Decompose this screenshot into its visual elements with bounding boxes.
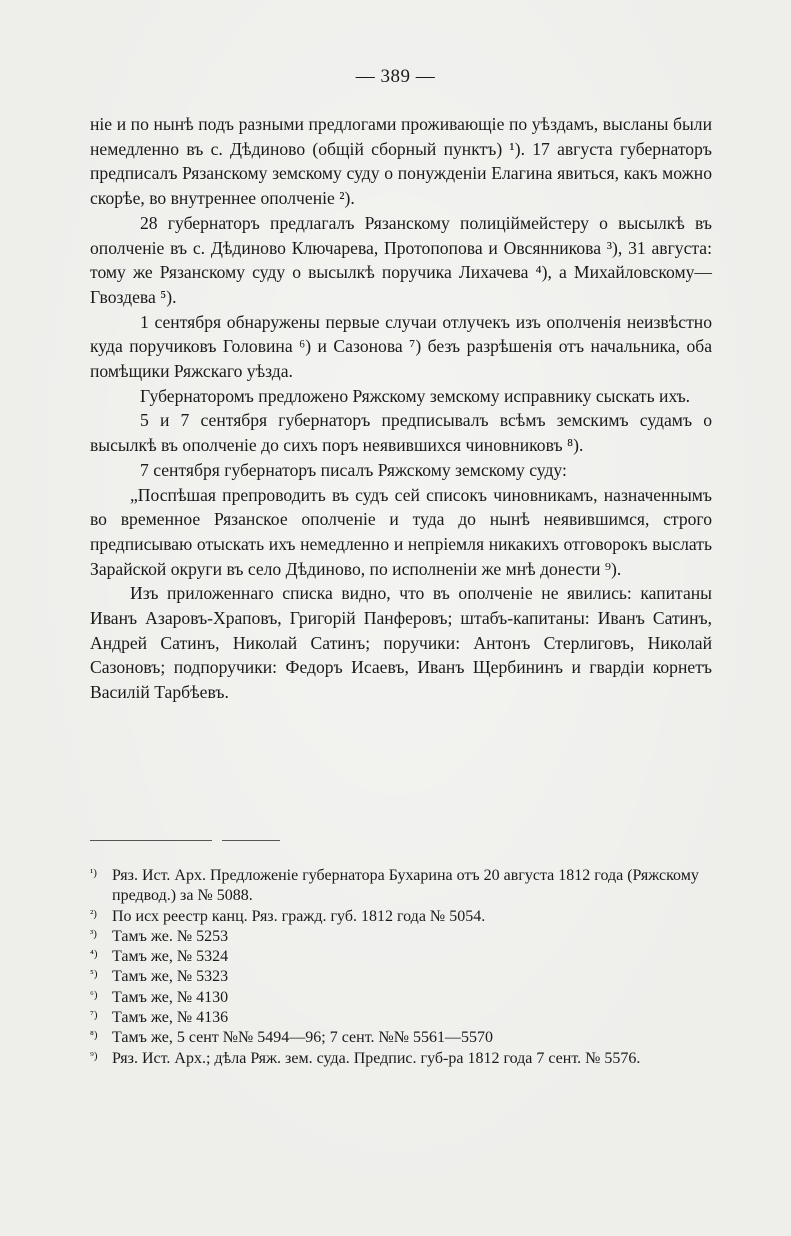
footnote-9	[90, 1049, 712, 1069]
paragraph-8: Изъ приложеннаго списка видно, что въ ополченіе не явились: капитаны Иванъ Азаровъ-Храповъ, Григорій Панферовъ; штабъ-капитаны: Иванъ Сатинъ, Андрей Сатинъ, Николай Сатинъ; поручики: Антонъ Стерлиговъ, Николай Сазоновъ; подпоручики: Федоръ Исаевъ, Иванъ Щербининъ и гвардіи корнетъ Василій Тарбѣевъ.	[90, 583, 712, 703]
footnote-mark: ⁴)	[90, 948, 98, 961]
paragraph-6: 7 сентября губернаторъ писалъ Ряжскому земскому суду:	[140, 459, 567, 480]
footnote-mark: ⁹)	[90, 1049, 98, 1062]
footnote-separator	[90, 840, 280, 841]
footnote-text: Ряз. Ист. Арх. Предложеніе губернатора Бухарина отъ 20 августа 1812 года (Ряжскому предвод.) за № 5088.	[112, 867, 699, 905]
footnote-mark: ⁸)	[90, 1029, 98, 1042]
footnote-mark: ⁷)	[90, 1009, 98, 1022]
footnote-text: Тамъ же, № 5323	[112, 968, 229, 986]
footnote-mark: ¹)	[90, 867, 97, 879]
footnote-7	[90, 1008, 712, 1028]
paragraph-2: 28 губернаторъ предлагалъ Рязанскому полиціймейстеру о высылкѣ въ ополченіе въ с. Дѣдиново Ключарева, Протопопова и Овсянникова ³), 31 августа: тому же Рязанскому суду о высылкѣ поручика Лихачева ⁴), а Михайловскому—Гвоздева ⁵).	[90, 212, 712, 307]
footnote-text: По исх реестр канц. Ряз. гражд. губ. 1812 года № 5054.	[112, 907, 486, 925]
paragraph-3: 1 сентября обнаружены первые случаи отлучекъ изъ ополченія неизвѣстно куда поручиковъ Головина ⁶) и Сазонова ⁷) безъ разрѣшенія отъ начальника, оба помѣщики Ряжскаго уѣзда.	[90, 311, 712, 382]
paragraph-1: ніе и по нынѣ подъ разными предлогами проживающіе по уѣздамъ, высланы были немедленно въ с. Дѣдиново (общій сборный пунктъ) ¹). 17 августа губернаторъ предписалъ Рязанскому земскому суду о понужденіи Елагина явиться, какъ можно скорѣе, во внутреннее ополченіе ²).	[90, 114, 712, 209]
footnote-text: Ряз. Ист. Арх.; дѣла Ряж. зем. суда. Предпис. губ-ра 1812 года 7 сент. № 5576.	[112, 1049, 641, 1067]
footnote-mark: ²)	[90, 907, 97, 920]
footnote-mark: ³)	[90, 927, 97, 940]
footnote-6	[90, 988, 712, 1008]
footnote-1	[90, 866, 712, 907]
main-text	[90, 112, 712, 705]
footnote-8	[90, 1028, 712, 1048]
footnote-text: Тамъ же, № 4136	[112, 1009, 229, 1027]
paragraph-5: 5 и 7 сентября губернаторъ предписывалъ всѣмъ земскимъ судамъ о высылкѣ въ ополченіе до сихъ поръ неявившихся чиновниковъ ⁸).	[90, 410, 712, 456]
footnote-mark: ⁶)	[90, 988, 98, 1001]
footnote-text: Тамъ же, № 5324	[112, 948, 229, 966]
footnote-text: Тамъ же, 5 сент №№ 5494—96; 7 сент. №№ 5561—5570	[112, 1029, 494, 1047]
footnote-text: Тамъ же. № 5253	[112, 927, 229, 945]
page-number: — 389 —	[355, 66, 436, 87]
footnotes	[90, 866, 712, 1069]
footnote-3	[90, 927, 712, 947]
footnote-mark: ⁵)	[90, 968, 98, 981]
footnote-5	[90, 967, 712, 987]
footnote-2	[90, 907, 712, 927]
footnote-4	[90, 947, 712, 967]
quotation-paragraph: „Поспѣшая препроводить въ судъ сей списокъ чиновникамъ, назначеннымъ во временное Рязанское ополченіе и туда до нынѣ неявившимся, строго предписываю отыскать ихъ немедленно и непріемля никакихъ отговорокъ выслать Зарайской округи въ село Дѣдиново, по исполненіи же мнѣ донести ⁹).	[90, 484, 712, 579]
paragraph-4: Губернаторомъ предложено Ряжскому земскому исправнику сыскать ихъ.	[140, 385, 691, 406]
footnote-text: Тамъ же, № 4130	[112, 988, 229, 1006]
